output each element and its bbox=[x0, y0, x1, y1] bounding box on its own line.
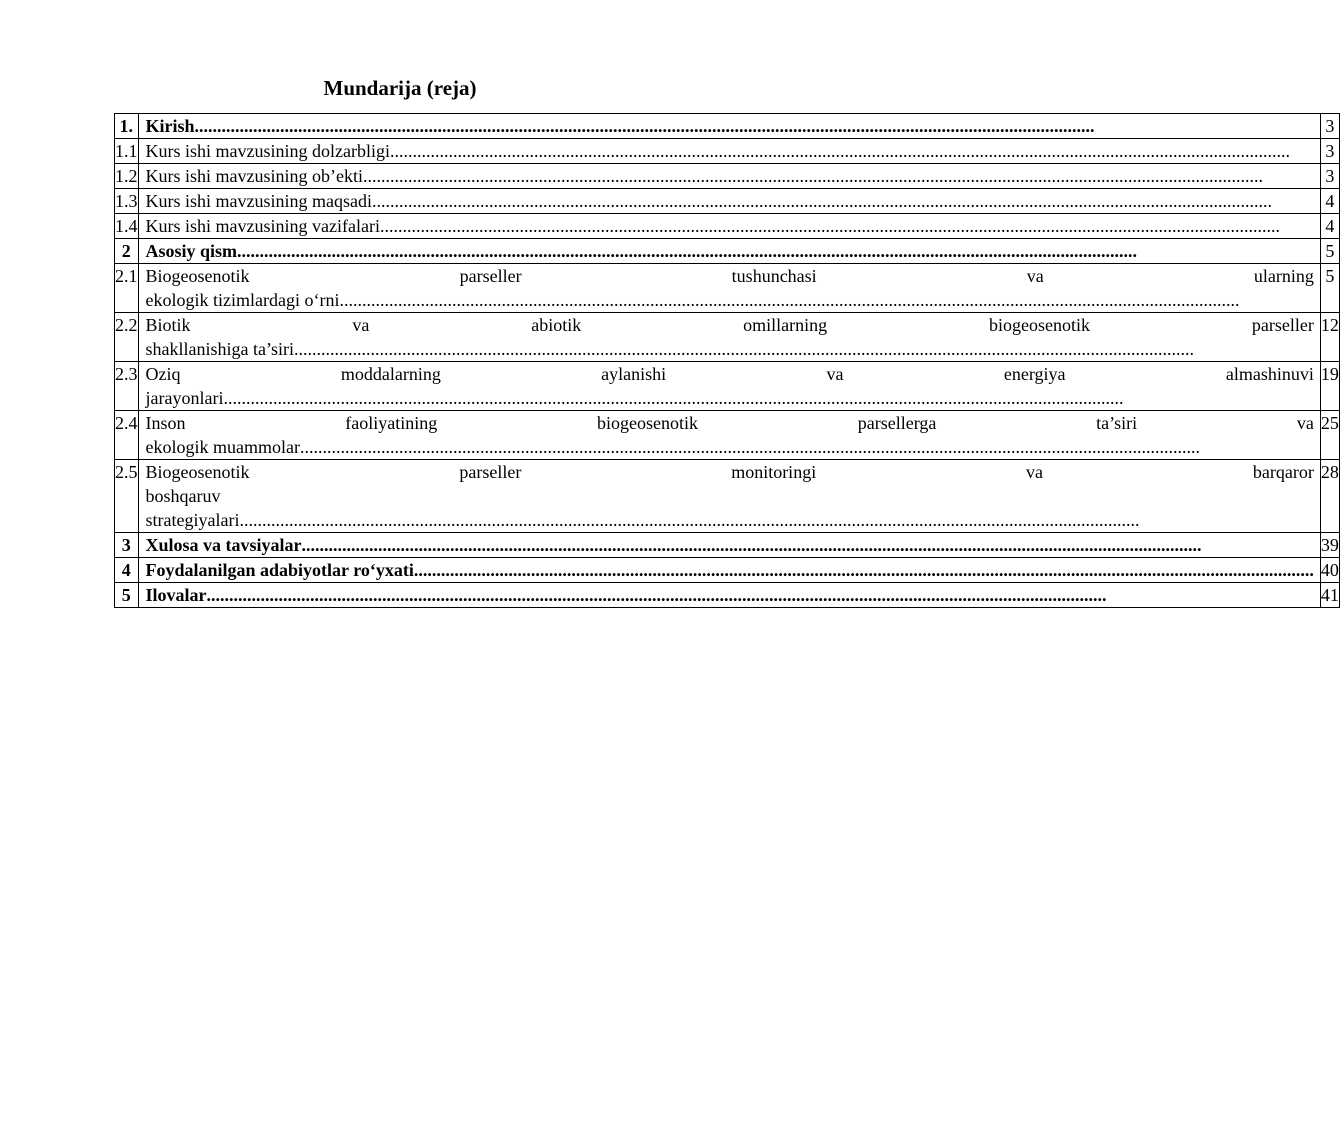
toc-page-number: 28 bbox=[1320, 460, 1339, 533]
toc-section-number: 2.4 bbox=[115, 411, 139, 460]
toc-title-text: Ilovalar bbox=[145, 585, 207, 605]
dot-leader: ........................................................................................................................................................................................................ bbox=[237, 241, 1138, 261]
toc-section-number: 1.3 bbox=[115, 189, 139, 214]
toc-page-number: 25 bbox=[1320, 411, 1339, 460]
toc-section-title bbox=[138, 114, 1320, 139]
toc-row bbox=[115, 313, 1340, 362]
toc-title-text: strategiyalari bbox=[145, 510, 240, 530]
toc-title-text: Xulosa va tavsiyalar bbox=[145, 535, 302, 555]
toc-row bbox=[115, 411, 1340, 460]
dot-leader: ........................................................................................................................................................................................................ bbox=[239, 510, 1140, 530]
dot-leader: ........................................................................................................................................................................................................ bbox=[194, 116, 1095, 136]
toc-title-text: ekologik muammolar bbox=[145, 437, 300, 457]
toc-section-number: 1.1 bbox=[115, 139, 139, 164]
toc-page-number: 5 bbox=[1320, 264, 1339, 313]
dot-leader: ........................................................................................................................................................................................................ bbox=[293, 339, 1194, 359]
dot-leader: ........................................................................................................................................................................................................ bbox=[206, 585, 1107, 605]
toc-section-number: 5 bbox=[115, 583, 139, 608]
toc-row bbox=[115, 139, 1340, 164]
toc-page-number: 3 bbox=[1320, 139, 1339, 164]
toc-section-number: 1.4 bbox=[115, 214, 139, 239]
toc-section-number: 1. bbox=[115, 114, 139, 139]
toc-section-title bbox=[138, 239, 1320, 264]
toc-title-text: jarayonlari bbox=[145, 388, 224, 408]
toc-page-number: 39 bbox=[1320, 533, 1339, 558]
toc-title-text: Kurs ishi mavzusining maqsadi bbox=[145, 191, 372, 211]
toc-section-title bbox=[138, 362, 1320, 411]
toc-title-text: Kurs ishi mavzusining vazifalari bbox=[145, 216, 380, 236]
toc-section-number: 3 bbox=[115, 533, 139, 558]
toc-title-text: Foydalanilgan adabiyotlar ro‘yxati bbox=[145, 560, 414, 580]
page-title: Mundarija (reja) bbox=[323, 76, 477, 100]
toc-page-number: 19 bbox=[1320, 362, 1339, 411]
toc-body bbox=[115, 114, 1340, 608]
toc-section-number: 2.5 bbox=[115, 460, 139, 533]
toc-row bbox=[115, 114, 1340, 139]
toc-title-text: boshqaruv bbox=[145, 486, 221, 506]
toc-section-number: 1.2 bbox=[115, 164, 139, 189]
dot-leader: ........................................................................................................................................................................................................ bbox=[339, 290, 1240, 310]
toc-section-title bbox=[138, 164, 1320, 189]
toc-page-number: 12 bbox=[1320, 313, 1339, 362]
toc-row bbox=[115, 362, 1340, 411]
toc-section-title bbox=[138, 139, 1320, 164]
dot-leader: ........................................................................................................................................................................................................ bbox=[362, 166, 1263, 186]
toc-title-text: Kurs ishi mavzusining dolzarbligi bbox=[145, 141, 390, 161]
toc-page-number: 40 bbox=[1320, 558, 1339, 583]
toc-section-number: 2.3 bbox=[115, 362, 139, 411]
toc-row bbox=[115, 214, 1340, 239]
dot-leader: ........................................................................................................................................................................................................ bbox=[299, 437, 1200, 457]
toc-section-number: 2.2 bbox=[115, 313, 139, 362]
toc-section-number: 4 bbox=[115, 558, 139, 583]
toc-row bbox=[115, 264, 1340, 313]
toc-section-title bbox=[138, 189, 1320, 214]
toc-section-title bbox=[138, 214, 1320, 239]
toc-section-title bbox=[138, 313, 1320, 362]
dot-leader: ........................................................................................................................................................................................................ bbox=[223, 388, 1124, 408]
toc-title-text: Biotik va abiotik omillarning biogeosenotik parseller bbox=[145, 315, 1314, 335]
toc-row bbox=[115, 239, 1340, 264]
toc-section-number: 2.1 bbox=[115, 264, 139, 313]
toc-page-number: 3 bbox=[1320, 164, 1339, 189]
toc-title-text: ekologik tizimlardagi o‘rni bbox=[145, 290, 340, 310]
toc-section-title bbox=[138, 460, 1320, 533]
toc-title-text: Kurs ishi mavzusining ob’ekti bbox=[145, 166, 363, 186]
toc-row bbox=[115, 533, 1340, 558]
toc-page-number: 3 bbox=[1320, 114, 1339, 139]
table-of-contents bbox=[114, 113, 1340, 608]
toc-row bbox=[115, 460, 1340, 533]
toc-title-text: Biogeosenotik parseller tushunchasi va ularning bbox=[145, 266, 1314, 286]
toc-row bbox=[115, 558, 1340, 583]
toc-title-text: Inson faoliyatining biogeosenotik parsellerga ta’siri va bbox=[145, 413, 1314, 433]
toc-title-text: Asosiy qism bbox=[145, 241, 238, 261]
toc-title-text: shakllanishiga ta’siri bbox=[145, 339, 294, 359]
toc-row bbox=[115, 164, 1340, 189]
toc-page-number: 41 bbox=[1320, 583, 1339, 608]
toc-section-title bbox=[138, 558, 1320, 583]
dot-leader: ........................................................................................................................................................................................................ bbox=[413, 560, 1314, 580]
toc-page-number: 4 bbox=[1320, 189, 1339, 214]
toc-page-number: 4 bbox=[1320, 214, 1339, 239]
toc-title-text: Oziq moddalarning aylanishi va energiya almashinuvi bbox=[145, 364, 1314, 384]
toc-page-number: 5 bbox=[1320, 239, 1339, 264]
toc-section-title bbox=[138, 533, 1320, 558]
toc-title-text: Biogeosenotik parseller monitoringi va barqaror bbox=[145, 462, 1314, 482]
dot-leader: ........................................................................................................................................................................................................ bbox=[301, 535, 1202, 555]
dot-leader: ........................................................................................................................................................................................................ bbox=[389, 141, 1290, 161]
dot-leader: ........................................................................................................................................................................................................ bbox=[379, 216, 1280, 236]
toc-section-title bbox=[138, 264, 1320, 313]
toc-section-title bbox=[138, 411, 1320, 460]
toc-section-title bbox=[138, 583, 1320, 608]
toc-section-number: 2 bbox=[115, 239, 139, 264]
toc-row bbox=[115, 189, 1340, 214]
toc-title-text: Kirish bbox=[145, 116, 195, 136]
toc-row bbox=[115, 583, 1340, 608]
dot-leader: ........................................................................................................................................................................................................ bbox=[371, 191, 1272, 211]
